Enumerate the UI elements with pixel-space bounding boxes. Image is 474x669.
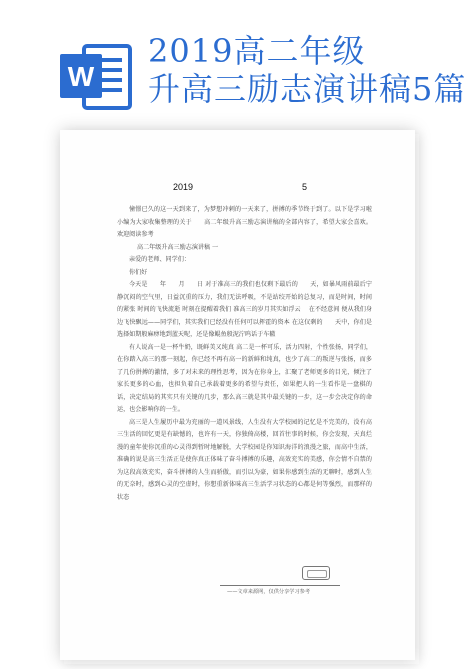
page-header	[0, 0, 474, 120]
document-title-row	[60, 182, 415, 196]
page-title-line-2: 升高三励志演讲稿5篇	[148, 70, 467, 108]
word-document-icon	[58, 40, 134, 114]
footer-divider	[220, 585, 340, 586]
footer-source-note: ——文章来源网，仅供分享学习参考	[227, 589, 311, 595]
document-year: 2019	[173, 182, 194, 192]
svg-text:W: W	[67, 61, 95, 92]
greeting: 你们好	[129, 268, 148, 276]
paragraph-intro: 憧憬已久的这一天到来了，为梦想冲刺的一天来了，拼搏的季节终于到了。以下是学习啦小编为大家收集整理的关于 高二年级升高三励志演讲稿的全部内容了，希望大家会喜欢。欢迎阅读参考	[117, 206, 372, 238]
paragraph-3: 高三是人生履历中最为充丽的一道风景线，人生没有大学校园的记忆是不完美的，没有高三生活的回忆更是有缺憾的，也许有一天，你独倚高楼，回首往事的时候，你会发现，天真烂漫的童年使你沉重的心灵得到暂时地解脱，大学校园是你知识海洋的浪漫之旅，而高中生活，准确的说是高三生活正是使你真正体味了奋斗搏搏的乐趣，高效充实的美感，你会情不自禁的为这段高效充实，奋斗拼搏的人生而骄傲，而引以为豪，如果你感到生活的无聊时，感到人生的无奈时，感到心灵的空虚时，你想重新体味高三生活学习状态的心都是何等强烈，而那样的状态	[117, 418, 372, 501]
document-count: 5	[302, 182, 308, 192]
stamp-icon	[302, 566, 330, 580]
paragraph-1: 今天是 年 月 日 对于准高三的我们也仅剩下最后的 天，如暴风雨前最后宁静沉闷的空气里，日益沉重的压力，我们无法呼吸，不是站绞开始的总复习，而是时间，时间的紧张 时间的飞快流逝 时刻在提醒着我们 准高三的岁月其实如浮云 在不经意间 便从我们身边飞快飘远——同学们，其实我们已经没有任何可以挥霍的资本 在这仅剩的 天中，你们是选择如期般麻痹地到蓝天呢，还是像鲲鱼般泥泞呜话于车辙	[117, 281, 372, 338]
page-title-line-1: 2019高二年级	[148, 32, 366, 70]
section-heading: 高二年级升高三励志演讲稿 一	[137, 243, 219, 251]
salutation: 亲爱的老师、同学们：	[129, 256, 190, 263]
paragraph-2: 有人说高一是一杯牛奶，既鲜美又纯真 高二是一杯可乐，活力四射，个性张扬，同学们，在你踏入高三的那一刻起，你已经不再有高一的新鲜和纯真，也少了高二的叛逆与张扬，而多了几份拼搏的激情，多了对未来的理性思考，因为在你身上，汇聚了老师更多的目光，倾注了家长更多的心血，也担负着自己承载着更多的希望与责任，如果把人的一生看作是一盘棋的话，决定结局的其实只有关键的几步，那么高三就是其中最关键的一步，这一步会决定你的命运，也会影响你的一生。	[117, 343, 372, 413]
document-preview	[60, 130, 415, 660]
document-body	[117, 204, 372, 504]
